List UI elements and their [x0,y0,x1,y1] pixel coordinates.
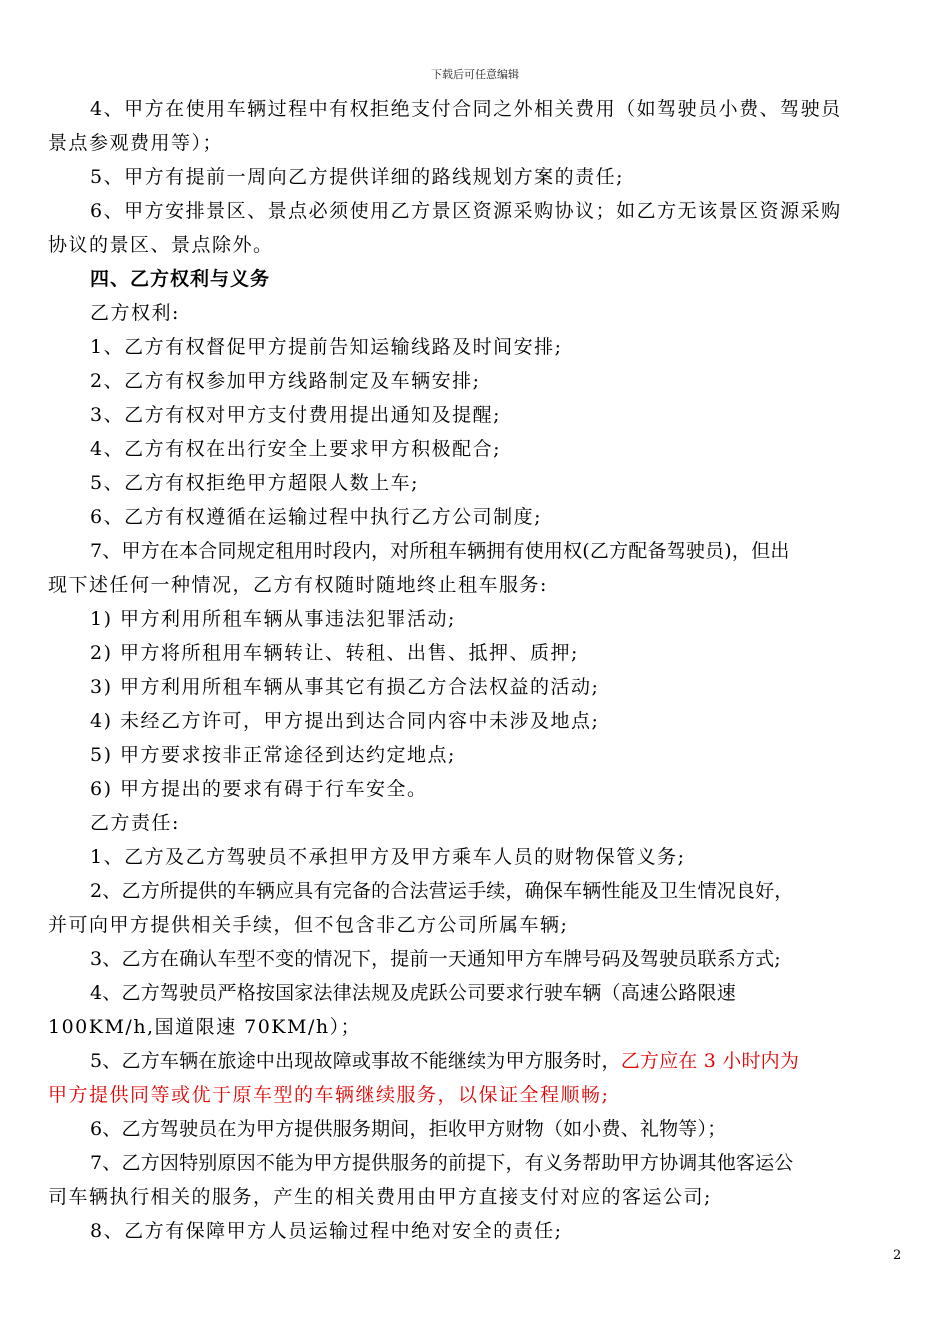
paragraph-line: 4、甲方在使用车辆过程中有权拒绝支付合同之外相关费用（如驾驶员小费、驾驶员 [90,98,842,120]
list-item: 8、乙方有保障甲方人员运输过程中绝对安全的责任; [90,1220,563,1242]
list-item: 6、乙方驾驶员在为甲方提供服务期间，拒收甲方财物（如小费、礼物等）； [90,1118,727,1140]
list-item: 6、乙方有权遵循在运输过程中执行乙方公司制度; [90,506,542,528]
paragraph-line: 现下述任何一种情况，乙方有权随时随地终止租车服务: [48,574,548,596]
list-item: 3) 甲方利用所租车辆从事其它有损乙方合法权益的活动; [90,676,600,698]
page-number: 2 [893,1248,902,1263]
paragraph-line: 100KM/h,国道限速 70KM/h）； [48,1016,362,1038]
list-item: 7、乙方因特别原因不能为甲方提供服务的前提下，有义务帮助甲方协调其他客运公 [90,1152,794,1174]
paragraph-line: 6、甲方安排景区、景点必须使用乙方景区资源采购协议；如乙方无该景区资源采购 [90,200,842,222]
list-item: 3、乙方在确认车型不变的情况下，提前一天通知甲方车牌号码及驾驶员联系方式; [90,948,781,970]
list-item: 4、乙方驾驶员严格按国家法律法规及虎跃公司要求行驶车辆（高速公路限速 [90,982,736,1004]
subheading: 乙方责任: [90,812,180,834]
list-item: 2、乙方所提供的车辆应具有完备的合法营运手续，确保车辆性能及卫生情况良好， [90,880,794,902]
list-item: 3、乙方有权对甲方支付费用提出通知及提醒; [90,404,501,426]
paragraph-line: 景点参观费用等）； [48,132,224,154]
list-item: 1) 甲方利用所租车辆从事违法犯罪活动; [90,608,456,630]
list-item: 7、甲方在本合同规定租用时段内，对所租车辆拥有使用权(乙方配备驾驶员)，但出 [90,540,790,562]
list-item: 4) 未经乙方许可，甲方提出到达合同内容中未涉及地点; [90,710,600,732]
paragraph-line: 协议的景区、景点除外。 [48,234,274,256]
highlighted-text: 乙方应在 3 小时内为 [620,1050,800,1072]
list-item: 5、乙方有权拒绝甲方超限人数上车; [90,472,419,494]
subheading: 乙方权利: [90,302,180,324]
highlighted-line: 甲方提供同等或优于原车型的车辆继续服务，以保证全程顺畅; [48,1084,610,1106]
paragraph-line: 5、甲方有提前一周向乙方提供详细的路线规划方案的责任; [90,166,624,188]
list-item: 2) 甲方将所租用车辆转让、转租、出售、抵押、质押; [90,642,579,664]
list-item: 2、乙方有权参加甲方线路制定及车辆安排; [90,370,481,392]
paragraph-line: 并可向甲方提供相关手续，但不包含非乙方公司所属车辆; [48,914,569,936]
list-item [48,1044,908,1078]
paragraph-line: 司车辆执行相关的服务，产生的相关费用由甲方直接支付对应的客运公司; [48,1186,712,1208]
list-item: 5) 甲方要求按非正常途径到达约定地点; [90,744,456,766]
list-item: 4、乙方有权在出行安全上要求甲方积极配合; [90,438,501,460]
list-item-text: 5、乙方车辆在旅途中出现故障或事故不能继续为甲方服务时， [90,1050,621,1072]
list-item: 6) 甲方提出的要求有碍于行车安全。 [90,778,428,800]
section-heading: 四、乙方权利与义务 [90,268,271,290]
list-item: 1、乙方及乙方驾驶员不承担甲方及甲方乘车人员的财物保管义务; [90,846,686,868]
document-body [48,92,908,1248]
list-item: 1、乙方有权督促甲方提前告知运输线路及时间安排; [90,336,563,358]
page-header: 下载后可任意编辑 [431,68,519,81]
